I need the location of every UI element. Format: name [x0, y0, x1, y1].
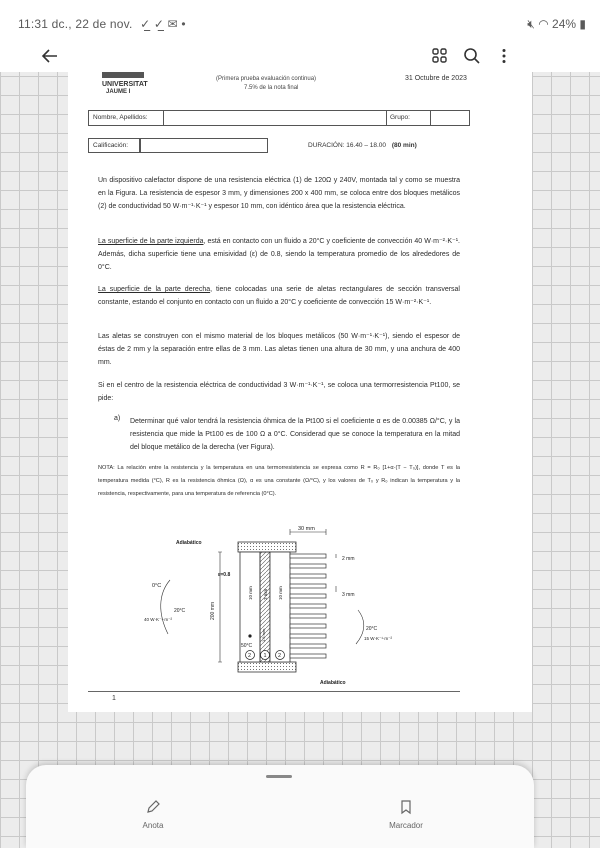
- fig-left-fluid: 20°C: [174, 608, 186, 614]
- page-number: 1: [112, 695, 116, 702]
- annotate-button[interactable]: [118, 799, 188, 830]
- fig-right-fluid: 20°C: [366, 626, 378, 632]
- university-logo: [102, 72, 144, 78]
- fig-adiabatic-top: Adiabático: [176, 540, 202, 546]
- fig-fin-thickness: 2 mm: [342, 556, 355, 562]
- fig-height: 200 mm: [210, 601, 216, 620]
- paragraph-3-text: , tiene colocadas una serie de aletas rectangulares de sección transversal constante, estando el conjunto en contacto con un fluido a 20°C y coeficiente de convección 15 W·m⁻²·K⁻¹.: [98, 286, 460, 307]
- paragraph-2: [98, 235, 460, 275]
- logo-line-1: UNIVERSITAT: [102, 81, 148, 88]
- fig-left-h: 40 W·K⁻¹·m⁻²: [144, 617, 172, 622]
- fig-fin-gap: 3 mm: [342, 592, 355, 598]
- grade-label: Calificación:: [93, 142, 129, 149]
- duration: [308, 142, 417, 149]
- fig-n2b: 2: [278, 653, 282, 659]
- fig-n2a: 2: [248, 653, 252, 659]
- fig-right-h: 15 W·K⁻¹·m⁻²: [364, 636, 392, 641]
- grade-value-cell: [140, 138, 268, 153]
- battery-text: 24%: [552, 17, 577, 31]
- group-label: Grupo:: [390, 114, 410, 121]
- bottom-toolbar: [26, 765, 534, 848]
- duration-bold: (80 min): [391, 142, 417, 149]
- wifi-icon: ◠: [538, 17, 549, 31]
- paragraph-2-text: , está en contacto con un fluido a 20°C y coeficiente de convección 40 W·m⁻²·K⁻¹. Además, dicha superficie tiene una emisividad (ε) de 0.8, siendo la temperatura promedio de los alrededores de 0°C.: [98, 238, 460, 272]
- document-page: [68, 72, 532, 712]
- mute-icon: 🔇︎: [527, 17, 535, 31]
- bookmark-button[interactable]: [371, 799, 441, 830]
- fig-probe-temp: 50°C: [241, 643, 253, 649]
- fig-block2: 10 mm: [278, 586, 283, 600]
- search-icon[interactable]: [462, 46, 482, 66]
- logo-line-2: JAUME I: [106, 89, 131, 95]
- header-center-1: (Primera prueba evaluación continua): [216, 76, 317, 82]
- back-arrow-icon[interactable]: [40, 46, 60, 66]
- note: NOTA: La relación entre la resistencia y la temperatura en una termorresistencia se expresa como R = R₀ [1+α·(T − T₀)], donde T es la temperatura medida (°C), R es la resistencia óhmica (Ω), α es una constante (Ω/°C), y los valores de T₀ y R₀ indican la temperatura y la resistencia, respectivamente, para una temperatura de referencia (0°C).: [98, 465, 460, 498]
- fig-half: 1.5 mm: [261, 628, 266, 642]
- notification-icons: ✓̲ ✓̲ ✉ •: [140, 17, 186, 31]
- fig-resist: 3 mm: [263, 588, 268, 600]
- question-a: Determinar qué valor tendrá la resistencia óhmica de la Pt100 si el coeficiente α es de 0.00385 Ω/°C, y la resistencia que mide la Pt100 es de 100 Ω a 0°C. Considerad que se conoce la temperatura en la mitad del bloque metálico de la derecha (ver Figura).: [130, 418, 460, 452]
- status-right: [527, 17, 586, 32]
- bookmark-icon: [398, 799, 414, 815]
- battery-icon: ▮: [579, 17, 586, 31]
- fig-block1: 10 mm: [248, 586, 253, 600]
- paragraph-1: Un dispositivo calefactor dispone de una resistencia eléctrica (1) de 120Ω y 240V, montada tal y como se muestra en la Figura. La resistencia de espesor 3 mm, y dimensiones 200 x 400 mm, se coloca entre dos bloques metálicos (2) de conductividad 50 W·m⁻¹·K⁻¹ y espesor 10 mm, con idéntico área que la resistencia eléctrica.: [98, 177, 460, 211]
- name-label: Nombre, Apellidos:: [93, 114, 148, 121]
- bookmark-label: Marcador: [389, 821, 423, 830]
- adiabatic-bottom-bar: [238, 662, 296, 672]
- more-options-icon[interactable]: [494, 46, 514, 66]
- paragraph-3: [98, 283, 460, 309]
- fig-n1: 1: [263, 653, 267, 659]
- heat-transfer-figure: [138, 524, 392, 692]
- status-time-date: 11:31 dc., 22 de nov. ✓̲ ✓̲ ✉ •: [18, 17, 186, 31]
- sheet-handle[interactable]: [266, 775, 292, 778]
- app-top-bar: [0, 40, 600, 72]
- header-center-2: 7.5% de la nota final: [244, 85, 299, 91]
- fig-surroundings: 0°C: [152, 583, 162, 589]
- page-footer-line: [88, 691, 460, 692]
- electric-resistance: [260, 552, 270, 662]
- status-bar: [0, 0, 600, 40]
- group-value-cell: [430, 110, 470, 126]
- fins: [290, 554, 326, 658]
- paragraph-4: Las aletas se construyen con el mismo material de los bloques metálicos (50 W·m⁻¹·K⁻¹), siendo el espesor de éstas de 2 mm y la separación entre ellas de 3 mm. Las aletas tienen una altura de 30 mm, y una anchura de 400 mm.: [98, 333, 460, 367]
- adiabatic-top-bar: [238, 542, 296, 552]
- fig-emissivity: ε=0.8: [218, 572, 231, 578]
- paragraph-5: Si en el centro de la resistencia eléctrica de conductividad 3 W·m⁻¹·K⁻¹, se coloca una termorresistencia Pt100, se pide:: [98, 382, 460, 403]
- pen-icon: [145, 799, 161, 815]
- header-date: 31 Octubre de 2023: [405, 75, 467, 82]
- left-surface-label: La superficie de la parte izquierda: [98, 238, 204, 245]
- right-metal-block: [270, 552, 290, 662]
- fig-adiabatic-bottom: Adiabático: [320, 680, 346, 686]
- right-surface-label: La superficie de la parte derecha: [98, 286, 211, 293]
- duration-label: DURACIÓN: 16.40 – 18.00: [308, 142, 387, 149]
- grid-view-icon[interactable]: [430, 46, 450, 66]
- fig-fin-length: 30 mm: [298, 526, 315, 532]
- question-a-label: a): [114, 415, 121, 422]
- annotate-label: Anota: [142, 821, 164, 830]
- pt100-probe: [248, 634, 251, 637]
